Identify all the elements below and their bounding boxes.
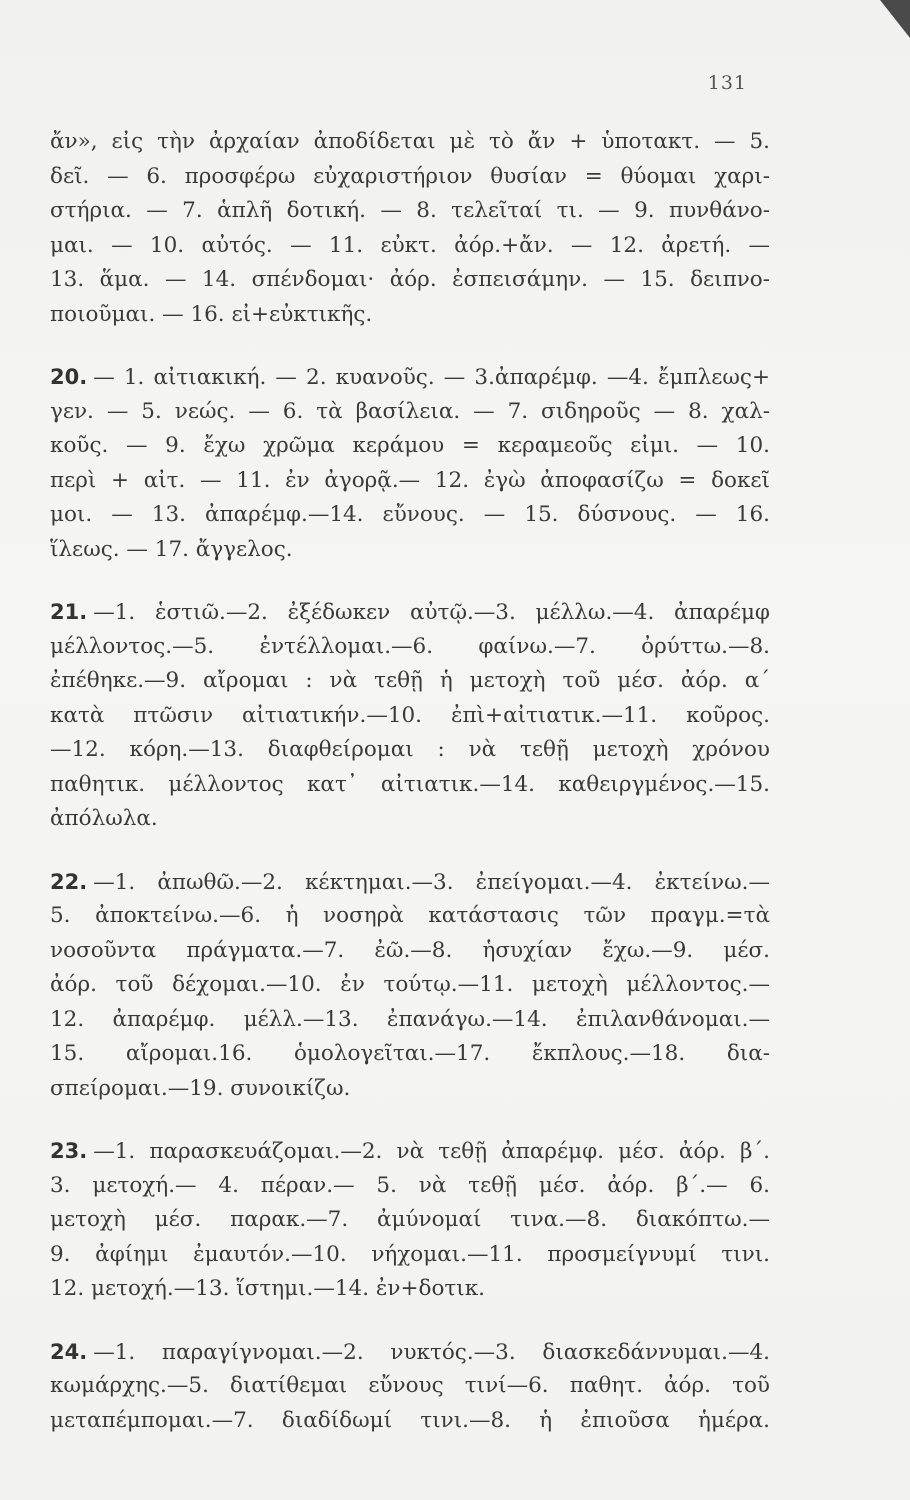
text-line: μετοχὴ μέσ. παρακ.—7. ἀμύνομαί τινα.—8. διακόπτω.—	[50, 1207, 770, 1232]
section-number: 23.	[50, 1139, 88, 1163]
text-line: 15. αἴρομαι.16. ὁμολογεῖται.—17. ἔκπλους.—18. δια-	[50, 1041, 770, 1066]
text-line: μεταπέμπομαι.—7. διαδίδωμί τινι.—8. ἡ ἐπιοῦσα ἡμέρα.	[50, 1407, 770, 1433]
text-line: ἐπέθηκε.—9. αἴρομαι : νὰ τεθῇ ἡ μετοχὴ τοῦ μέσ. ἀόρ. α΄	[50, 668, 770, 693]
text-line: 9. ἀφίημι ἐμαυτόν.—10. νήχομαι.—11. προσμείγνυμί τινι.	[50, 1241, 770, 1267]
text-line: —1. παρασκευάζομαι.—2. νὰ τεθῇ ἀπαρέμφ. μέσ. ἀόρ. β΄.	[93, 1139, 770, 1164]
page-corner-fold	[880, 0, 910, 38]
section-continuation	[50, 125, 770, 332]
text-line-first	[50, 1134, 770, 1169]
text-line: παθητικ. μέλλοντος κατ᾽ αἰτιατικ.—14. καθειργμένος.—15.	[50, 771, 770, 797]
section-22	[50, 865, 770, 1107]
text-line: — 1. αἰτιακική. — 2. κυανοῦς. — 3.ἀπαρέμφ. —4. ἔμπλεως+	[93, 365, 770, 390]
text-line: 13. ἅμα. — 14. σπένδομαι· ἀόρ. ἐσπεισάμην. — 15. δειπνο-	[50, 267, 770, 292]
text-line: 3. μετοχή.— 4. πέραν.— 5. νὰ τεθῇ μέσ. ἀόρ. β΄.— 6.	[50, 1172, 770, 1198]
text-line-first	[50, 595, 770, 630]
text-line: —1. ἀπωθῶ.—2. κέκτημαι.—3. ἐπείγομαι.—4. ἐκτείνω.—	[93, 869, 770, 895]
section-number: 21.	[50, 600, 88, 624]
text-line: κατὰ πτῶσιν αἰτιατικήν.—10. ἐπὶ+αἰτιατικ.—11. κοῦρος.	[50, 702, 770, 728]
section-21	[50, 595, 770, 837]
text-line-first	[50, 865, 770, 900]
text-line: κοῦς. — 9. ἔχω χρῶμα κεράμου = κεραμεοῦς εἰμι. — 10.	[50, 433, 770, 458]
text-line: νοσοῦντα πράγματα.—7. ἐῶ.—8. ἡσυχίαν ἔχω.—9. μέσ.	[50, 937, 770, 963]
text-line: 12. μετοχή.—13. ἵστημι.—14. ἐν+δοτικ.	[50, 1276, 485, 1301]
section-23	[50, 1134, 770, 1307]
section-20	[50, 360, 770, 567]
text-line: γεν. — 5. νεώς. — 6. τὰ βασίλεια. — 7. σιδηροῦς — 8. χαλ-	[50, 398, 770, 424]
text-line: ἄν», εἰς τὴν ἀρχαίαν ἀποδίδεται μὲ τὸ ἄν + ὑποτακτ. — 5.	[50, 129, 770, 154]
text-line-first	[50, 1335, 770, 1370]
section-number: 20.	[50, 365, 88, 389]
text-line: στήρια. — 7. ἁπλῆ δοτική. — 8. τελεῖταί τι. — 9. πυνθάνο-	[50, 198, 770, 223]
section-24	[50, 1335, 770, 1439]
section-number: 24.	[50, 1339, 88, 1364]
text-line: —1. παραγίγνομαι.—2. νυκτός.—3. διασκεδάννυμαι.—4.	[93, 1339, 770, 1365]
text-line: —1. ἑστιῶ.—2. ἐξέδωκεν αὐτῷ.—3. μέλλω.—4. ἀπαρέμφ	[93, 600, 770, 625]
text-line: μαι. — 10. αὐτός. — 11. εὐκτ. ἀόρ.+ἄν. — 12. ἀρετή. —	[50, 232, 770, 258]
text-line: 5. ἀποκτείνω.—6. ἡ νοσηρὰ κατάστασις τῶν πραγμ.=τὰ	[50, 903, 770, 928]
text-line: ἵλεως. — 17. ἄγγελος.	[50, 536, 293, 562]
text-line: κωμάρχης.—5. διατίθεμαι εὔνους τινί—6. παθητ. ἀόρ. τοῦ	[50, 1373, 770, 1398]
text-line: περὶ + αἰτ. — 11. ἐν ἀγορᾷ.— 12. ἐγὼ ἀποφασίζω = δοκεῖ	[50, 467, 770, 493]
text-line-first	[50, 360, 770, 395]
text-line: ἀπόλωλα.	[50, 806, 158, 831]
text-line: σπείρομαι.—19. συνοικίζω.	[50, 1075, 351, 1101]
text-line: μοι. — 13. ἀπαρέμφ.—14. εὔνους. — 15. δύσνους. — 16.	[50, 502, 770, 527]
text-line: ἀόρ. τοῦ δέχομαι.—10. ἐν τούτῳ.—11. μετοχὴ μέλλοντος.—	[50, 972, 770, 997]
text-line: ποιοῦμαι. — 16. εἰ+εὐκτικῆς.	[50, 301, 373, 327]
answer-key-text	[50, 125, 770, 1438]
text-line: —12. κόρη.—13. διαφθείρομαι : νὰ τεθῇ μετοχὴ χρόνου	[50, 737, 770, 762]
section-number: 22.	[50, 869, 88, 894]
text-line: δεῖ. — 6. προσφέρω εὐχαριστήριον θυσίαν = θύομαι χαρι-	[50, 163, 770, 189]
text-line: μέλλοντος.—5. ἐντέλλομαι.—6. φαίνω.—7. ὀρύττω.—8.	[50, 633, 770, 659]
page-number: 131	[707, 72, 747, 94]
text-line: 12. ἀπαρέμφ. μέλλ.—13. ἐπανάγω.—14. ἐπιλανθάνομαι.—	[50, 1006, 770, 1032]
